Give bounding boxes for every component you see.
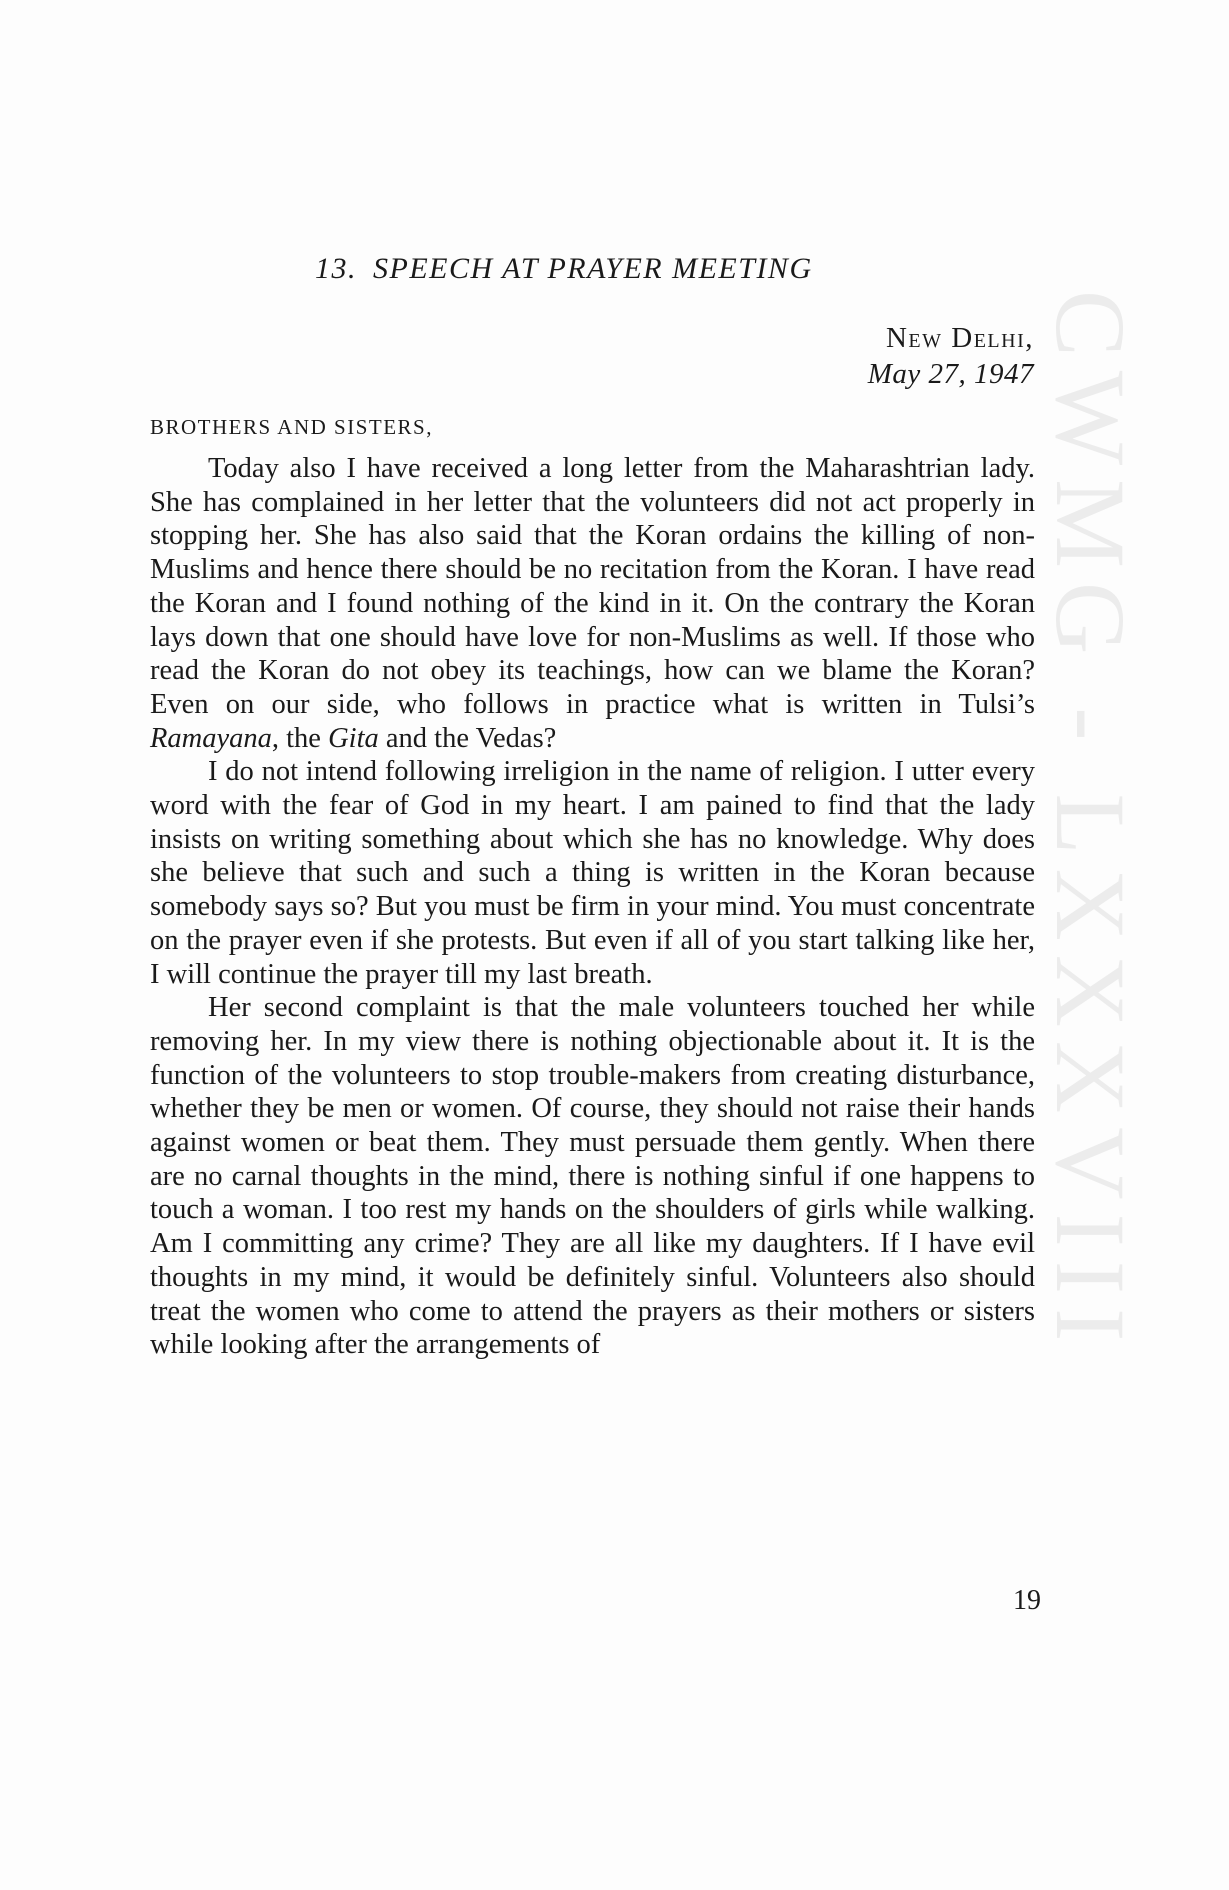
date: May 27, 1947 (867, 358, 1034, 390)
paragraph-text: , the (271, 722, 329, 754)
place: New Delhi, (885, 322, 1034, 354)
paragraph-text: I do not intend following irreligion in the name of religion. I utter every word with the fear of God in my heart. I am pained to find that the lady insists on writing something about which she has no knowledge. Why does she believe that such and such a thing is written in the Koran because somebody says so? But you must be firm in your mind. You must concentrate on the prayer even if she protests. But even if all of you start talking like her, I will continue the prayer till my last breath. (150, 756, 1035, 990)
italic-text: Ramayana (150, 722, 272, 754)
title-text: SPEECH AT PRAYER MEETING (373, 252, 813, 285)
paragraph (150, 452, 1035, 755)
paragraph-text: Her second complaint is that the male volunteers touched her while removing her. In my view there is nothing objectionable about it. It is the function of the volunteers to stop trouble-makers from creating disturbance, whether they be men or women. Of course, they should not raise their hands against women or beat them. They must persuade them gently. When there are no carnal thoughts in the mind, there is nothing sinful if one happens to touch a woman. I too rest my hands on the shoulders of girls while walking. Am I committing any crime? They are all like my daughters. If I have evil thoughts in my mind, it would be definitely sinful. Volunteers also should treat the women who come to attend the prayers as their mothers or sisters while looking after the arrangements of (150, 992, 1035, 1361)
paragraph-text: Today also I have received a long letter from the Maharashtrian lady. She has complained in her letter that the volunteers did not act properly in stopping her. She has also said that the Koran ordains the killing of non-Muslims and hence there should be no recitation from the Koran. I have read the Koran and I found nothing of the kind in it. On the contrary the Koran lays down that one should have love for non-Muslims as well. If those who read the Koran do not obey its teachings, how can we blame the Koran? Even on our side, who follows in practice what is written in Tulsi’s (150, 453, 1035, 720)
salutation: BROTHERS AND SISTERS, (150, 415, 433, 439)
paragraph (150, 755, 1035, 991)
page-number: 19 (1013, 1585, 1041, 1616)
body-text (150, 452, 1035, 1362)
italic-text: Gita (328, 722, 379, 754)
paragraph (150, 991, 1035, 1362)
watermark: CWMG - LXXXVIII (1035, 290, 1146, 1356)
dateline (868, 320, 1034, 392)
paragraph-text: and the Vedas? (378, 722, 557, 754)
title-number: 13. (315, 252, 357, 285)
page-title (315, 252, 813, 286)
